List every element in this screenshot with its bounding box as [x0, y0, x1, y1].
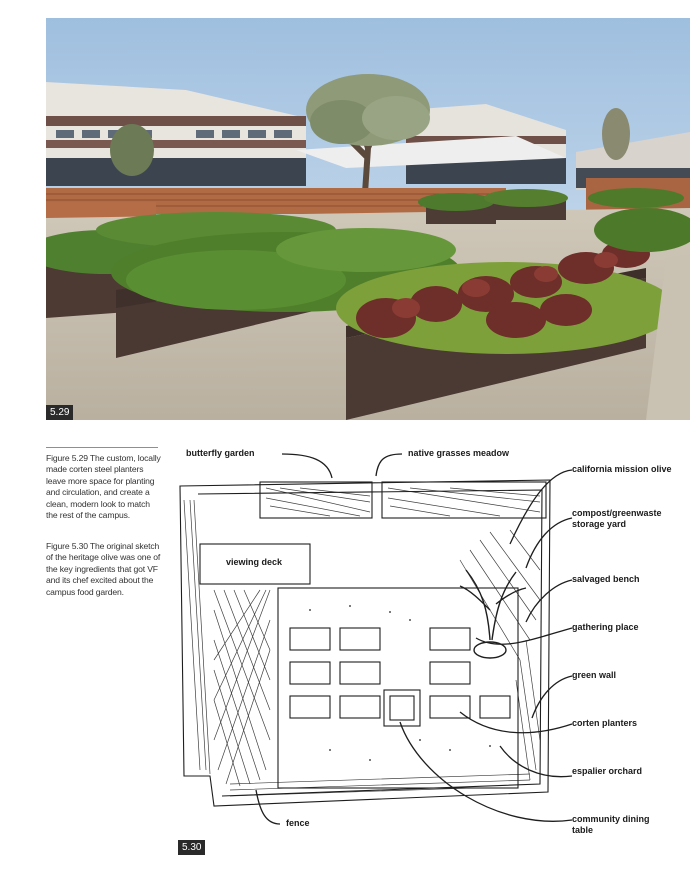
figure-number-5-30: 5.30 — [178, 840, 205, 855]
label-corten-planters: corten planters — [572, 718, 638, 728]
label-green-wall: green wall — [572, 670, 617, 680]
garden-photo-illustration — [46, 18, 690, 420]
label-espalier-orchard: espalier orchard — [572, 766, 643, 776]
label-salvaged-bench: salvaged bench — [572, 574, 640, 584]
figure-number-5-29: 5.29 — [46, 405, 73, 420]
label-community-dining-table: community dining table — [572, 814, 650, 835]
label-california-mission-olive: california mission olive — [572, 464, 672, 474]
caption-figure-5-30: Figure 5.30 The original sketch of the heritage olive was one of the key ingredients that got VF and its chef excited about the campus food garden. — [46, 541, 161, 597]
label-viewing-deck: viewing deck — [226, 557, 283, 567]
label-fence: fence — [286, 818, 310, 828]
garden-photo — [46, 18, 690, 420]
label-gathering-place: gathering place — [572, 622, 639, 632]
label-native-grasses: native grasses meadow — [408, 448, 510, 458]
caption-divider — [46, 447, 158, 448]
label-compost-yard: compost/greenwaste storage yard — [572, 508, 662, 529]
site-sketch-drawing — [170, 440, 690, 864]
site-sketch — [170, 440, 690, 864]
label-butterfly-garden: butterfly garden — [186, 448, 255, 458]
caption-figure-5-29: Figure 5.29 The custom, locally made corten steel planters leave more space for planting and circulation, and create a clean, modern look to match the rest of the campus. — [46, 453, 161, 521]
